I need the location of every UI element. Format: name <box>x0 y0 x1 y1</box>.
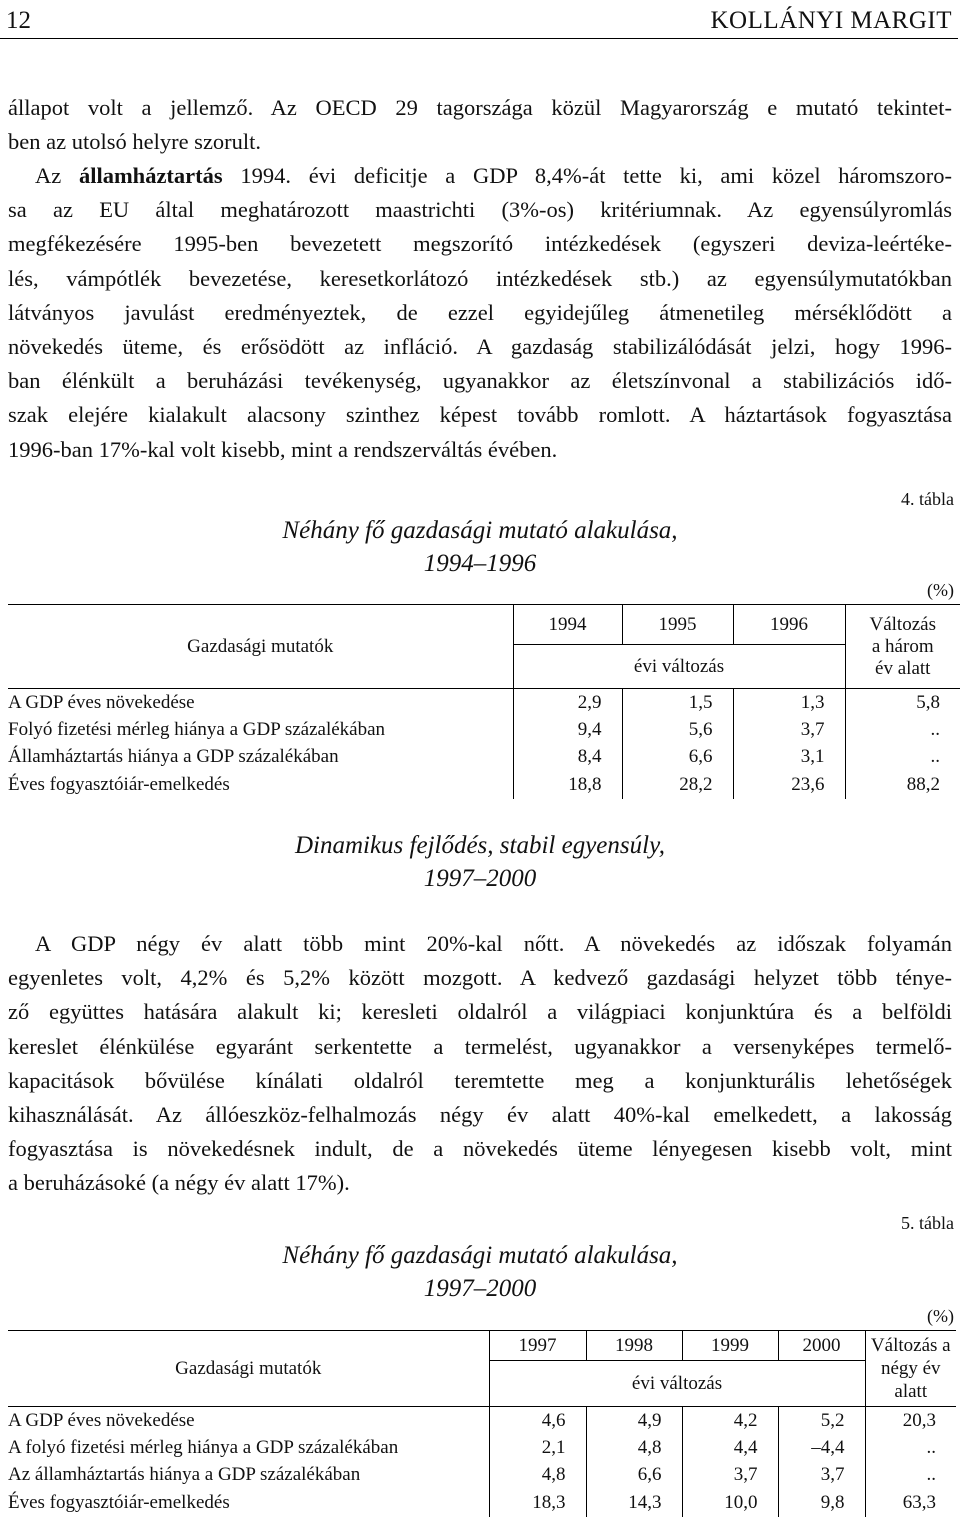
section-heading <box>150 829 810 895</box>
cell-value: 6,6 <box>586 1462 682 1489</box>
text-run: Az <box>35 163 79 188</box>
subheader-annual-change: évi változás <box>513 645 845 689</box>
table-row <box>8 1407 956 1435</box>
cell-value: 8,4 <box>513 744 622 771</box>
change-header-line: Változás a <box>870 1335 951 1356</box>
text-line: sa az EU által meghatározott maastrichti (3%-os) kritériumnak. Az egyensúlyromlás <box>8 197 952 223</box>
cell-value: 14,3 <box>586 1489 682 1517</box>
change-header-line: a három <box>871 635 934 657</box>
row-label: A folyó fizetési mérleg hiánya a GDP százalékában <box>8 1437 399 1458</box>
change-header-line: év alatt <box>875 657 931 679</box>
text-run: 1994. évi deficitje a GDP 8,4%-át tette ki, ami közel háromszoro- <box>222 163 952 188</box>
table-row <box>8 1489 956 1517</box>
change-header <box>865 1331 956 1407</box>
cell-value: 1,5 <box>622 689 733 717</box>
text-line: A GDP négy év alatt több mint 20%-kal nőtt. A növekedés az időszak folyamán <box>35 931 952 956</box>
section-title: Dinamikus fejlődés, stabil egyensúly, <box>294 832 666 859</box>
running-author: KOLLÁNYI MARGIT <box>710 7 952 34</box>
year-header: 2000 <box>778 1331 865 1361</box>
text-line: 1996-ban 17%-kal volt kisebb, mint a rendszerváltás évében. <box>8 436 558 462</box>
cell-change: .. <box>845 717 960 744</box>
table-title-line: Néhány fő gazdasági mutató alakulása, <box>282 517 678 544</box>
table-row <box>8 1435 956 1462</box>
table-row <box>8 771 960 799</box>
row-label: Éves fogyasztóiár-emelkedés <box>8 773 230 795</box>
cell-value: 4,8 <box>489 1462 586 1489</box>
change-header <box>845 605 960 689</box>
text-line: látványos javulást eredményeztek, de ezzel egyidejűleg átmenetileg mérséklődött a <box>8 299 952 325</box>
change-header-line: Változás <box>869 613 936 635</box>
table-row <box>8 717 960 744</box>
row-label: Éves fogyasztóiár-emelkedés <box>8 1491 230 1513</box>
year-header: 1997 <box>489 1331 586 1361</box>
table-title <box>150 1239 810 1305</box>
cell-change: 20,3 <box>865 1407 956 1435</box>
text-line: ző együttes hatására alakult ki; keresleti oldalról a világpiaci konjunktúra és a belföldi <box>8 999 952 1025</box>
year-header: 1998 <box>586 1331 682 1361</box>
cell-value: 2,9 <box>513 689 622 717</box>
text-line: ben az utolsó helyre szorult. <box>8 129 262 155</box>
year-header: 1996 <box>733 605 845 645</box>
cell-value: 4,2 <box>682 1407 778 1435</box>
table-label: 5. tábla <box>901 1213 954 1233</box>
cell-value: 10,0 <box>682 1489 778 1517</box>
paragraph-2 <box>8 159 952 467</box>
table-label: 4. tábla <box>901 489 954 509</box>
cell-value: 4,9 <box>586 1407 682 1435</box>
emphasis-term: államháztartás <box>78 163 223 188</box>
cell-value: 3,7 <box>733 717 845 744</box>
text-line: kihasználását. Az állóeszköz-felhalmozás négy év alatt 40%-kal emelkedett, a lakosság <box>8 1101 952 1127</box>
column-header-indicator: Gazdasági mutatók <box>8 1331 489 1407</box>
year-header: 1994 <box>513 605 622 645</box>
cell-change: 63,3 <box>865 1489 956 1517</box>
cell-value: 9,8 <box>778 1489 865 1517</box>
table-unit: (%) <box>927 1306 954 1326</box>
row-label: A GDP éves növekedése <box>8 1409 195 1431</box>
row-label: A GDP éves növekedése <box>8 691 195 713</box>
running-header <box>0 0 958 39</box>
cell-change: 88,2 <box>845 771 960 799</box>
cell-value: 4,6 <box>489 1407 586 1435</box>
row-label: Az államháztartás hiánya a GDP százalékában <box>8 1464 361 1485</box>
table-row <box>8 689 960 717</box>
text-line: egyenletes volt, 4,2% és 5,2% között mozgott. A kedvező gazdasági helyzet több ténye- <box>8 965 952 991</box>
column-header-indicator: Gazdasági mutatók <box>8 605 513 689</box>
page-number: 12 <box>6 7 31 34</box>
cell-change: .. <box>845 744 960 771</box>
cell-value: 28,2 <box>622 771 733 799</box>
text-line: állapot volt a jellemző. Az OECD 29 tagországa közül Magyarország e mutató tekintet- <box>8 95 952 120</box>
paragraph-3 <box>8 927 952 1201</box>
text-line: lés, vámpótlék bevezetése, keresetkorlátozó intézkedések stb.) az egyensúlymutatókban <box>8 265 952 291</box>
paragraph-1 <box>8 91 952 159</box>
year-header: 1995 <box>622 605 733 645</box>
row-label: Államháztartás hiánya a GDP százalékában <box>8 746 339 767</box>
cell-value: 3,7 <box>682 1462 778 1489</box>
table-unit: (%) <box>927 580 954 600</box>
cell-value: 5,6 <box>622 717 733 744</box>
text-line: megfékezésére 1995-ben bevezetett megszorító intézkedések (egyszeri deviza-leértéke- <box>8 231 952 257</box>
subheader-annual-change: évi változás <box>489 1361 865 1407</box>
cell-value: 4,8 <box>586 1435 682 1462</box>
section-period: 1997–2000 <box>423 865 537 892</box>
table-title-period: 1997–2000 <box>423 1275 537 1302</box>
cell-value: 5,2 <box>778 1407 865 1435</box>
cell-change: .. <box>865 1435 956 1462</box>
year-header: 1999 <box>682 1331 778 1361</box>
text-line: kereslet élénkülése egyaránt serkentette a termelést, ugyanakkor a versenyképes termelő- <box>8 1033 952 1059</box>
text-line: szak elejére kialakult alacsony szinthez képest tovább romlott. A háztartások fogyasztása <box>8 402 952 428</box>
cell-value: 1,3 <box>733 689 845 717</box>
cell-value: 3,1 <box>733 744 845 771</box>
table-5 <box>8 1330 956 1517</box>
cell-change: .. <box>865 1462 956 1489</box>
change-header-line: négy év <box>880 1358 941 1379</box>
cell-value: –4,4 <box>778 1435 865 1462</box>
cell-value: 2,1 <box>489 1435 586 1462</box>
row-label: Folyó fizetési mérleg hiánya a GDP százalékában <box>8 719 386 740</box>
cell-value: 6,6 <box>622 744 733 771</box>
cell-value: 4,4 <box>682 1435 778 1462</box>
text-line <box>8 159 952 193</box>
text-line: kapacitások bővülése kínálati oldalról teremtette meg a konjunkturális lehetőségek <box>8 1067 952 1093</box>
text-line: növekedés üteme, és erősödött az infláció. A gazdaság stabilizálódását jelzi, hogy 1996- <box>8 333 952 359</box>
cell-change: 5,8 <box>845 689 960 717</box>
text-line: fogyasztása is növekedésnek indult, de a növekedés üteme lényegesen kisebb volt, mint <box>8 1136 952 1162</box>
change-header-line: alatt <box>894 1381 928 1402</box>
cell-value: 9,4 <box>513 717 622 744</box>
table-title-period: 1994–1996 <box>423 550 537 577</box>
cell-value: 3,7 <box>778 1462 865 1489</box>
table-title-line: Néhány fő gazdasági mutató alakulása, <box>282 1242 678 1269</box>
table-row <box>8 744 960 771</box>
text-line: ban élénkült a beruházási tevékenység, ugyanakkor az életszínvonal a stabilizációs idő- <box>8 368 952 394</box>
cell-value: 23,6 <box>733 771 845 799</box>
table-title <box>150 514 810 580</box>
text-line: a beruházásoké (a négy év alatt 17%). <box>8 1170 350 1196</box>
table-4 <box>8 604 960 799</box>
cell-value: 18,8 <box>513 771 622 799</box>
table-row <box>8 1462 956 1489</box>
cell-value: 18,3 <box>489 1489 586 1517</box>
